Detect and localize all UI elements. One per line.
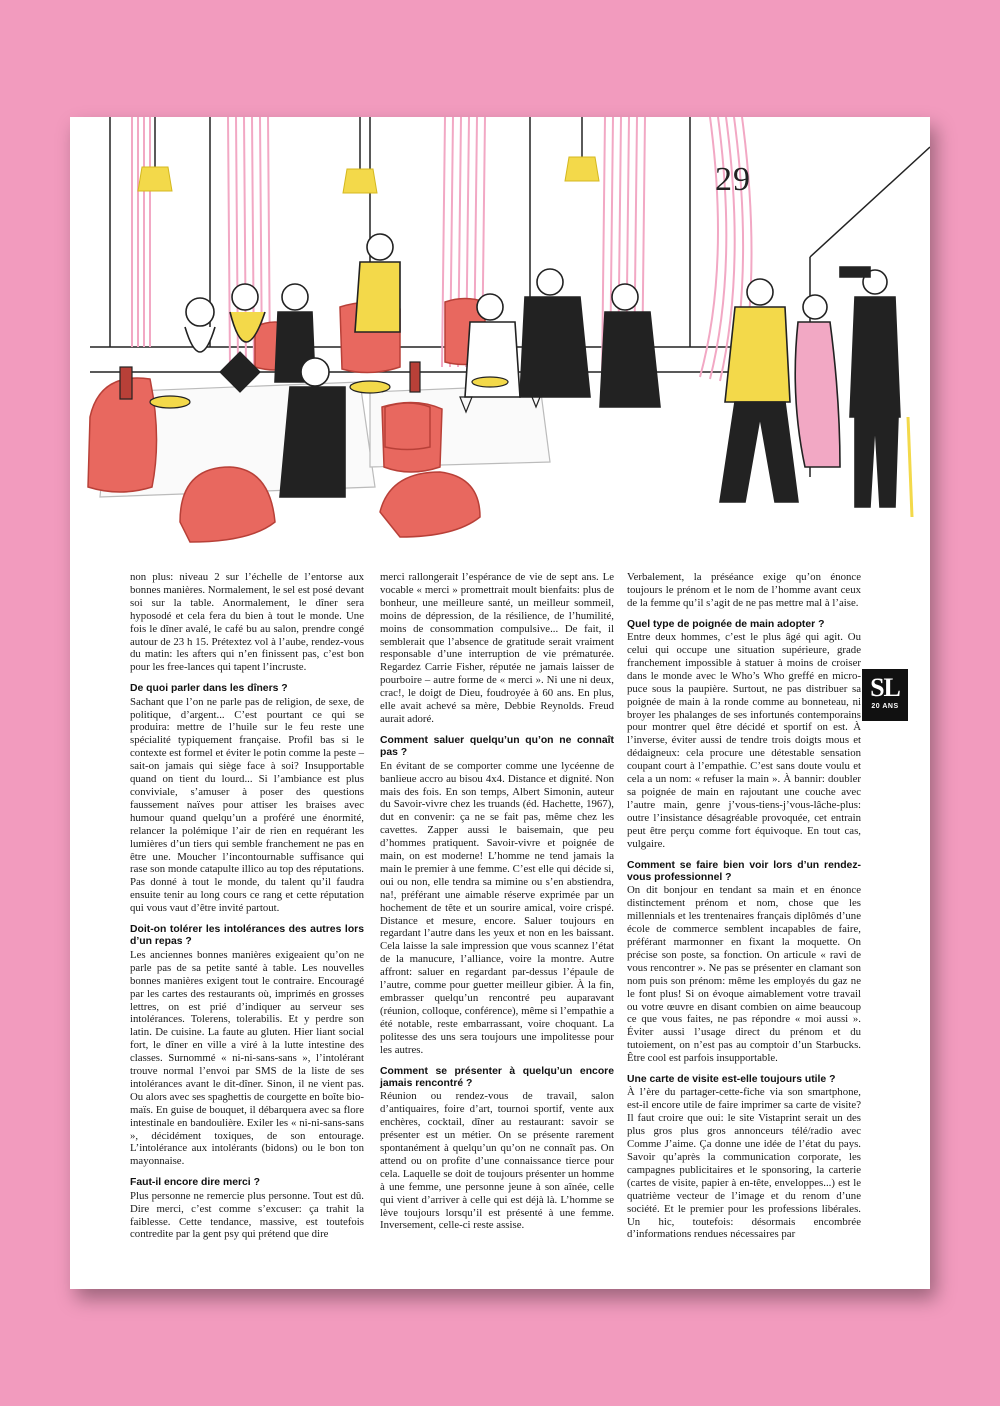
logo-text: SL (870, 673, 900, 702)
paragraph: En évitant de se comporter comme une lycéenne de banlieue accro au bisou 4x4. Distance et dignité. Non mais des fois. En son temps, Albert Simonin, auteur du Savoir-vivre chez les truands (éd. Hachette, 1967), dut en convenir: ça ne se fait pas, même chez les cavettes. Zapper aussi le baisemain, que peu d’hommes pratiquent. Savoir-vivre et poignée de main, on est moderne! L’homme ne tend jamais la main le premier à une femme. C’est elle qui décide si, oui ou non, elle tendra sa mimine ou s’en abstiendra, na!, préférant une aimable réserve exprimée par un hochement de tête et un sourire amical, voire crispé. Distance et mesure, encore. Saluer toujours en regardant l’autre dans les yeux et non en les baissant. Cela laisse la sale impression que vous scannez l’état de la manucure, l’alliance, voire la montre. Autre affront: saluer en regardant par-dessus l’épaule de l’autre, comme pour guetter meilleur gibier. À la fin, embrasser quelqu’un rencontré peu auparavant (réunion, colloque, conférence), même si l’empathie a été notable, reste embarrassant, voire choquant. La politesse des uns sera toujours une impolitesse pour les autres. (380, 759, 614, 1056)
column-3 (627, 571, 861, 1241)
article-columns (130, 571, 875, 1271)
paragraph: Entre deux hommes, c’est le plus âgé qui agit. Ou celui qui occupe une situation supérieure, grade franchement impossible à statuer à moins de croiser dans le monde avec le Who’s Who greffé en micro-puce sous la paupière. Surtout, ne pas distribuer sa poignée de main à la ronde comme au bonneteau, ni broyer les phalanges de ses infortunés contemporains pour montrer quel être décidé et sportif on est. À l’inverse, éviter aussi de tendre trois doigts mous et dédaigneux: cela procure une détestable sensation coupant court à l’empathie. C’est sans doute voulu et cela a un nom: « refuser la main ». À bannir: doubler sa poignée de main en rajoutant une couche avec l’autre main, genre j’vous-tiens-j’vous-lâche-plus: outre l’insistance désagréable provoquée, cet entrain peut être perçu comme fort équivoque. En tout cas, vulgaire. (627, 631, 861, 850)
paragraph: À l’ère du partager-cette-fiche via son smartphone, est-il encore utile de faire imprimer sa carte de visite? Il faut croire que oui: le site Vistaprint serait un des plus gros plus gros annonceurs télé/radio avec Comme J’aime. Ça donne une idée de l’état du pays. Savoir qu’après la communication corporate, les campagnes publicitaires et le sponsoring, la carterie (cartes de visite, papier à en-tête, enveloppes...) est le quatrième vecteur de l’image et du renom d’une société. Et le premier pour les professions libérales. Un hic, toutefois: désormais encombrée d’informations rendues nécessaires par (627, 1086, 861, 1241)
curtains (132, 117, 752, 385)
section-heading: Quel type de poignée de main adopter ? (627, 618, 825, 630)
paragraph: merci rallongerait l’espérance de vie de sept ans. Le vocable « merci » promettrait moult bienfaits: plus de bonheur, une meilleure santé, un meilleur sommeil, moins de dépression, de la résilience, de l’humilité, moins de consommation compulsive... De fait, il semblerait que l’absence de gratitude serait vraiment responsable d’une interruption de vie prématurée. Regardez Carrie Fisher, réputée ne jamais laisser de pourboire – autre forme de « merci ». Ni une ni deux, crac!, le doigt de Dieu, foudroyée à 60 ans. En plus, elle avait achevé sa mère, Debbie Reynolds. Freud aurait adoré. (380, 571, 614, 725)
paragraph: Sachant que l’on ne parle pas de religion, de sexe, de politique, d’argent... C’est pourtant ce qui se produira: mettre de l’huile sur le feu reste une spécialité typiquement française. Profil bas si le contexte est formel et éviter le potin comme la peste – sait-on jamais qui siège face à soi? Insupportable quand on tient du lourd... Si l’ambiance est plus conviviale, s’amuser à poser des questions faussement naïves pour attiser les braises avec humour quand quelqu’un a proféré une énormité, relancer la polémique l’air de rien en requérant les lumières d’un tiers qui semble franchement ne pas en être une. Moucher l’incontournable suffisance qui rase son monde catapulte illico au top des réputations. Pas donné à tout le monde, du talent qu’il faudra ensuite tenir au long cours ce rang et cette réputation qui vous vaut d’être invité partout. (130, 695, 364, 915)
section-heading: Une carte de visite est-elle toujours utile ? (627, 1074, 836, 1086)
cane (908, 417, 912, 517)
paragraph: Plus personne ne remercie plus personne. Tout est dû. Dire merci, c’est comme s’excuser: ça trahit la faiblesse. Cette tendance, massive, est toutefois contredite par la gent psy qui prétend que dire (130, 1189, 364, 1241)
paragraph: non plus: niveau 2 sur l’échelle de l’entorse aux bonnes manières. Normalement, le sel est posé devant soi sur la table. Anormalement, le dîner sera hyposodé et cela fera du bien à tout le monde. Une fois le dîner avalé, le café bu au salon, prendre congé autour de 23 h 15. Prétextez vol à l’aube, rendez-vous du matin: les afters qui n’en finissent pas, c’est bon pour les free-lances qui tapent l’incruste. (130, 571, 364, 674)
page-number: 29 (715, 161, 751, 198)
column-2 (380, 571, 614, 1232)
diners (185, 234, 900, 507)
section-heading: Faut-il encore dire merci ? (130, 1177, 260, 1189)
magazine-page (70, 117, 930, 1289)
column-1 (130, 571, 364, 1241)
paragraph: On dit bonjour en tendant sa main et en énonce distinctement prénom et nom, chose que les millennials et les trentenaires français diplômés d’une école de commerce semblent incapables de faire, préférant marmonner en fixant la moquette. On précise son poste, sa fonction. On articule « ravi de vous rencontrer ». Ne pas se présenter en clamant son nom puis son prénom: même les employés du gaz ne le font plus! Si on évoque aimablement votre travail ou votre œuvre en disant combien on aime beaucoup ce que vous faites, ne pas répondre « moi aussi ». Éviter aussi l’usage direct du prénom et du tutoiement, on n’est pas au comptoir d’un Starbucks. Être cool est parfois insupportable. (627, 884, 861, 1065)
paragraph: Les anciennes bonnes manières exigeaient qu’on ne parle pas de sa petite santé à table. Les nouvelles bonnes manières exigent tout le contraire. Encouragé par les cartes des restaurants où, imprimés en grosses lettres, on est prié d’indiquer au serveur ses intolérances. Tolerens, tolerabilis. Et y perdre son latin. De cuisine. La faute au gluten. Hier liant social fort, le dîner en ville a viré à la lutte intestine des classes. Surnommé « ni-ni-sans-sans », l’intolérant trouve normal l’envoi par SMS de la liste de ses intolérances avant le dit-dîner. Sinon, il ne vient pas. Ou alors avec ses spaghettis de courgette en boîte bio-maïs. En guise de bouquet, il débarquera avec sa flore intestinale en bandoulière. Exiler les « ni-ni-sans-sans », décidément toxiques, de son entourage. L’intolérance aux intolérants (bidons) ou le bon ton mayonnaise. (130, 948, 364, 1168)
section-heading: Comment se faire bien voir lors d’un rendez-vous professionnel ? (627, 859, 861, 883)
section-heading: De quoi parler dans les dîners ? (130, 683, 288, 695)
paragraph: Verbalement, la préséance exige qu’on énonce toujours le prénom et le nom de l’homme avant ceux de la femme qu’il s’agit de ne pas mettre mal à l’aise. (627, 571, 861, 609)
magazine-logo-tab (862, 669, 908, 721)
section-heading: Comment se présenter à quelqu’un encore jamais rencontré ? (380, 1065, 614, 1089)
paragraph: Réunion ou rendez-vous de travail, salon d’antiquaires, foire d’art, tournoi sportif, vente aux enchères, cocktail, dîner au restaurant: savoir se présenter est un métier. On se présente rarement spontanément à quelqu’un qu’on ne connaît pas. On attend ou on profite d’une connaissance tierce pour cela. Laquelle se doit de toujours présenter un homme à une femme, une personne jeune à son aînée, celle qui vient d’arriver à celle qui est déjà là. L’homme se lève toujours lorsqu’il est présenté à une femme. Inversement, celle-ci reste assise. (380, 1090, 614, 1232)
section-heading: Comment saluer quelqu’un qu’on ne connaît pas ? (380, 734, 614, 759)
anniversary-label: 20 ANS (871, 703, 899, 710)
restaurant-dinner-illustration (70, 117, 930, 567)
section-heading: Doit-on tolérer les intolérances des autres lors d’un repas ? (130, 924, 364, 948)
